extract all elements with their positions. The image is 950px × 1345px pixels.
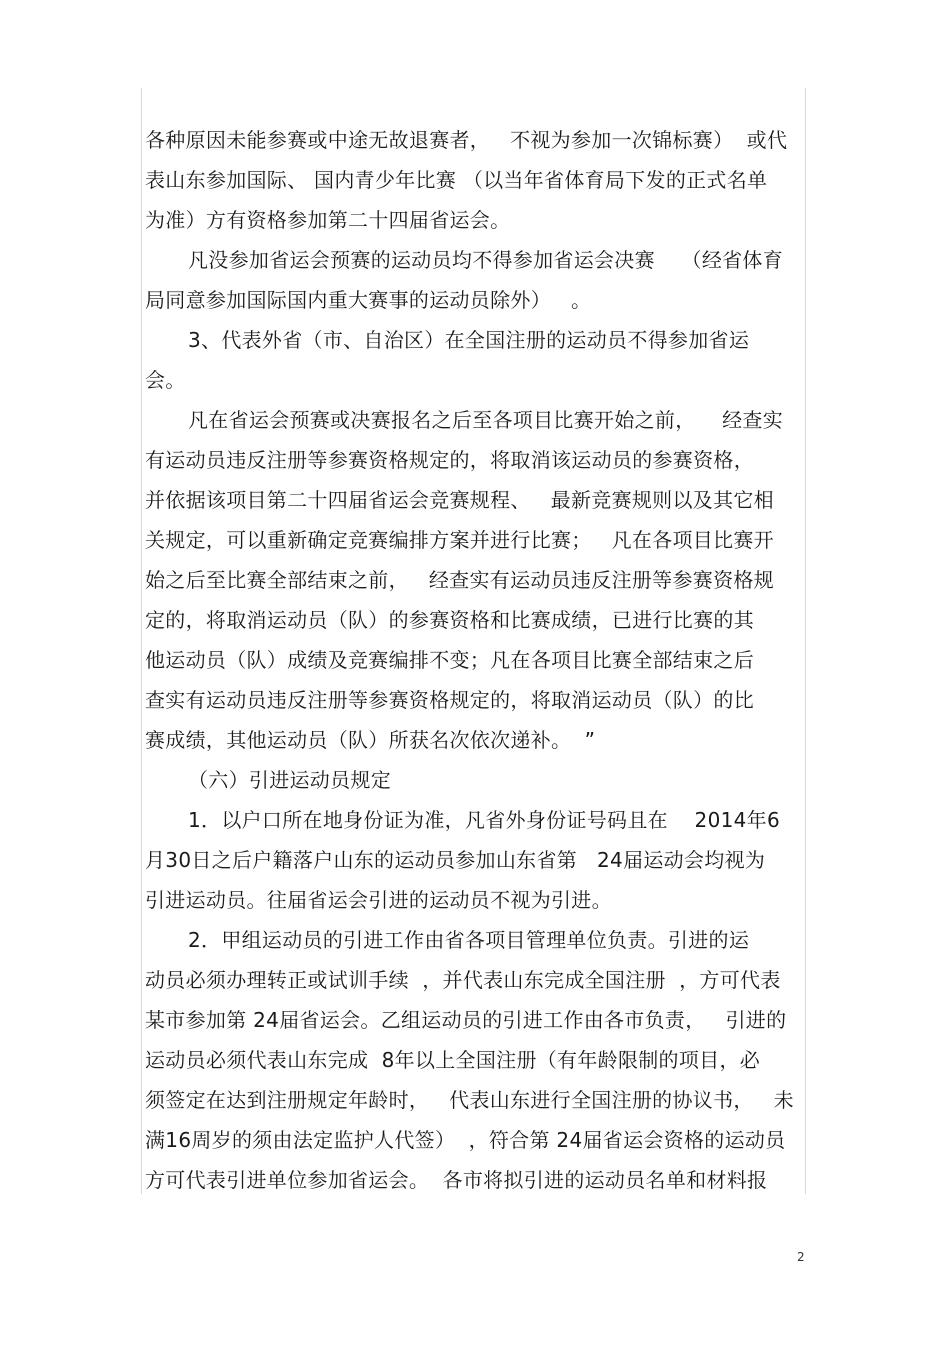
text-line: 月30日之后户籍落户山东的运动员参加山东省第 24届运动会均视为 <box>145 848 766 872</box>
text-line: 他运动员（队）成绩及竞赛编排不变；凡在各项目比赛全部结束之后 <box>145 648 754 672</box>
text-line: 凡没参加省运会预赛的运动员均不得参加省运会决赛 （经省体育 <box>188 248 784 272</box>
text-line: 始之后至比赛全部结束之前， 经查实有运动员违反注册等参赛资格规 <box>145 568 774 592</box>
text-line: 方可代表引进单位参加省运会。 各市将拟引进的运动员名单和材料报 <box>145 1168 768 1192</box>
page-frame-right <box>805 88 806 1194</box>
text-line: 须签定在达到注册规定年龄时， 代表山东进行全国注册的协议书， 未 <box>145 1088 794 1112</box>
text-line: 满16周岁的须由法定监护人代签） ，符合第 24届省运会资格的运动员 <box>145 1128 786 1152</box>
text-line: 有运动员违反注册等参赛资格规定的，将取消该运动员的参赛资格， <box>145 448 754 472</box>
text-line: 3、代表外省（市、自治区）在全国注册的运动员不得参加省运 <box>188 328 750 352</box>
text-line: 会。 <box>145 368 186 392</box>
text-line: 查实有运动员违反注册等参赛资格规定的，将取消运动员（队）的比 <box>145 688 754 712</box>
text-line: 关规定，可以重新确定竞赛编排方案并进行比赛； 凡在各项目比赛开 <box>145 528 774 552</box>
text-line: 凡在省运会预赛或决赛报名之后至各项目比赛开始之前， 经查实 <box>188 408 784 432</box>
text-line: 为准）方有资格参加第二十四届省运会。 <box>145 208 511 232</box>
text-line: 1．以户口所在地身份证为准，凡省外身份证号码且在 2014年6 <box>188 808 780 832</box>
page-frame-left <box>141 88 142 1194</box>
text-line: 表山东参加国际、 国内青少年比赛 （以当年省体育局下发的正式名单 <box>145 168 768 192</box>
section-heading: （六）引进运动员规定 <box>188 768 391 792</box>
text-line: 各种原因未能参赛或中途无故退赛者， 不视为参加一次锦标赛） 或代 <box>145 128 788 152</box>
text-line: 并依据该项目第二十四届省运会竞赛规程、 最新竞赛规则以及其它相 <box>145 488 774 512</box>
text-line: 局同意参加国际国内重大赛事的运动员除外） 。 <box>145 288 592 312</box>
text-line: 某市参加第 24届省运会。乙组运动员的引进工作由各市负责， 引进的 <box>145 1008 787 1032</box>
page-number: 2 <box>797 1250 805 1264</box>
text-line: 定的，将取消运动员（队）的参赛资格和比赛成绩，已进行比赛的其 <box>145 608 754 632</box>
text-line: 引进运动员。往届省运会引进的运动员不视为引进。 <box>145 888 612 912</box>
text-line: 运动员必须代表山东完成 8年以上全国注册（有年龄限制的项目，必 <box>145 1048 761 1072</box>
text-line: 2．甲组运动员的引进工作由省各项目管理单位负责。引进的运 <box>188 928 750 952</box>
text-line: 动员必须办理转正或试训手续 ，并代表山东完成全国注册 ，方可代表 <box>145 968 781 992</box>
text-line: 赛成绩，其他运动员（队）所获名次依次递补。 ” <box>145 728 596 752</box>
